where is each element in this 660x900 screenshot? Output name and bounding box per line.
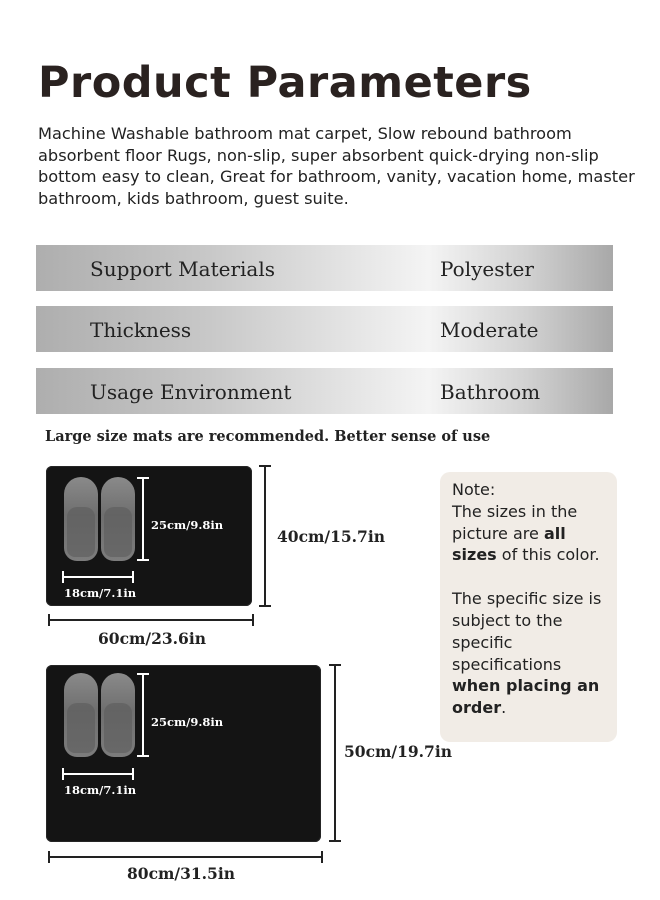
slipper-width-label: 18cm/7.1in <box>64 783 137 797</box>
slipper-left-icon <box>64 477 98 561</box>
note-text: of this color. <box>496 545 600 565</box>
slipper-length-marker <box>142 673 144 757</box>
product-description: Machine Washable bathroom mat carpet, Slow rebound bathroom absorbent floor Rugs, non-slip, super absorbent quick-drying non-slip bottom easy to clean, Great for bathroom, vanity, vacation home, master bathroom, kids bathroom, guest suite. <box>38 124 635 208</box>
slipper-length-label: 25cm/9.8in <box>151 518 224 532</box>
bath-mat-small <box>46 466 252 606</box>
slipper-width-label: 18cm/7.1in <box>64 586 137 600</box>
bath-mat-large <box>46 665 321 842</box>
mat-width-label: 60cm/23.6in <box>98 629 206 648</box>
recommendation-text: Large size mats are recommended. Better sense of use <box>45 428 491 445</box>
note-paragraph-sizes <box>452 501 607 566</box>
mat-width-label: 80cm/31.5in <box>127 864 235 883</box>
param-value: Polyester <box>440 257 534 281</box>
param-value: Moderate <box>440 318 539 342</box>
mat-height-label: 50cm/19.7in <box>344 742 452 761</box>
slipper-length-marker <box>142 477 144 561</box>
slipper-width-marker <box>62 576 134 578</box>
mat-height-marker <box>264 465 266 607</box>
note-text: The sizes in the picture are <box>452 501 578 543</box>
param-label: Support Materials <box>90 257 275 281</box>
note-bold-text: when placing an order <box>452 676 600 718</box>
size-note <box>440 472 617 742</box>
mat-height-marker <box>334 664 336 842</box>
note-text: The specific size is subject to the specific specifications <box>452 589 602 674</box>
param-row-thickness <box>36 306 613 352</box>
slipper-right-icon <box>101 673 135 757</box>
slipper-left-icon <box>64 673 98 757</box>
param-label: Usage Environment <box>90 380 292 404</box>
slipper-width-marker <box>62 773 134 775</box>
page-title: Product Parameters <box>38 58 532 108</box>
mat-width-marker <box>48 856 323 858</box>
slipper-right-icon <box>101 477 135 561</box>
note-heading: Note: <box>452 480 496 499</box>
mat-height-label: 40cm/15.7in <box>277 527 385 546</box>
note-bold-text: all sizes <box>452 523 566 565</box>
note-paragraph-specifications <box>452 588 607 719</box>
slipper-length-label: 25cm/9.8in <box>151 715 224 729</box>
mat-width-marker <box>48 619 254 621</box>
param-value: Bathroom <box>440 380 541 404</box>
note-text: . <box>501 698 507 718</box>
param-label: Thickness <box>90 318 192 342</box>
param-row-environment <box>36 368 613 414</box>
param-row-materials <box>36 245 613 291</box>
